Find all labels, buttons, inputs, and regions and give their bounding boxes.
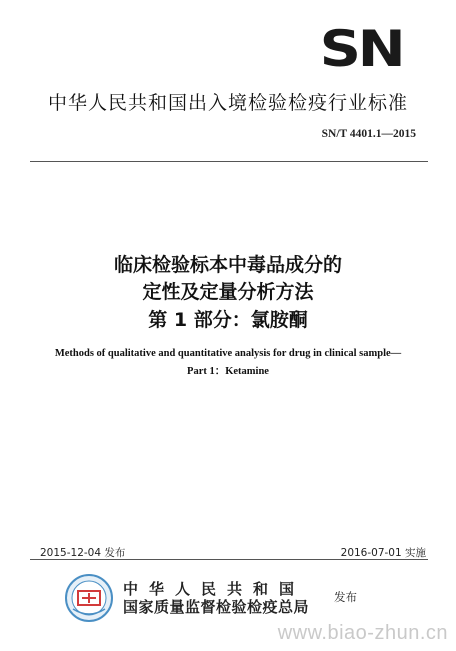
- issuer-agency: 国家质量监督检验检疫总局: [123, 598, 310, 616]
- implementation-date: 2016-07-01 实施: [340, 547, 426, 559]
- title-zh-line-3: 第 1 部分：氯胺酮: [148, 309, 308, 331]
- sn-logo: SN: [319, 20, 403, 78]
- issue-label: 发布: [334, 590, 357, 604]
- title-en-line-1: Methods of qualitative and quantitative analysis for drug in clinical sample—: [54, 348, 402, 359]
- watermark-url: www.biao-zhun.cn: [277, 622, 448, 644]
- title-zh-line-1: 临床检验标本中毒品成分的: [113, 254, 342, 276]
- standard-number: SN/T 4401.1—2015: [321, 128, 416, 140]
- title-zh-line-2: 定性及定量分析方法: [142, 281, 314, 303]
- issue-date: 2015-12-04 发布: [40, 547, 126, 559]
- title-en-line-2: Part 1：Ketamine: [187, 366, 269, 377]
- bottom-divider: [30, 559, 428, 560]
- aqsiq-emblem-icon: [64, 573, 114, 623]
- issuer-country: 中华人民共和国: [123, 580, 306, 598]
- issuing-authority-title: 中华人民共和国出入境检验检疫行业标准: [47, 92, 408, 114]
- top-divider: [30, 161, 428, 162]
